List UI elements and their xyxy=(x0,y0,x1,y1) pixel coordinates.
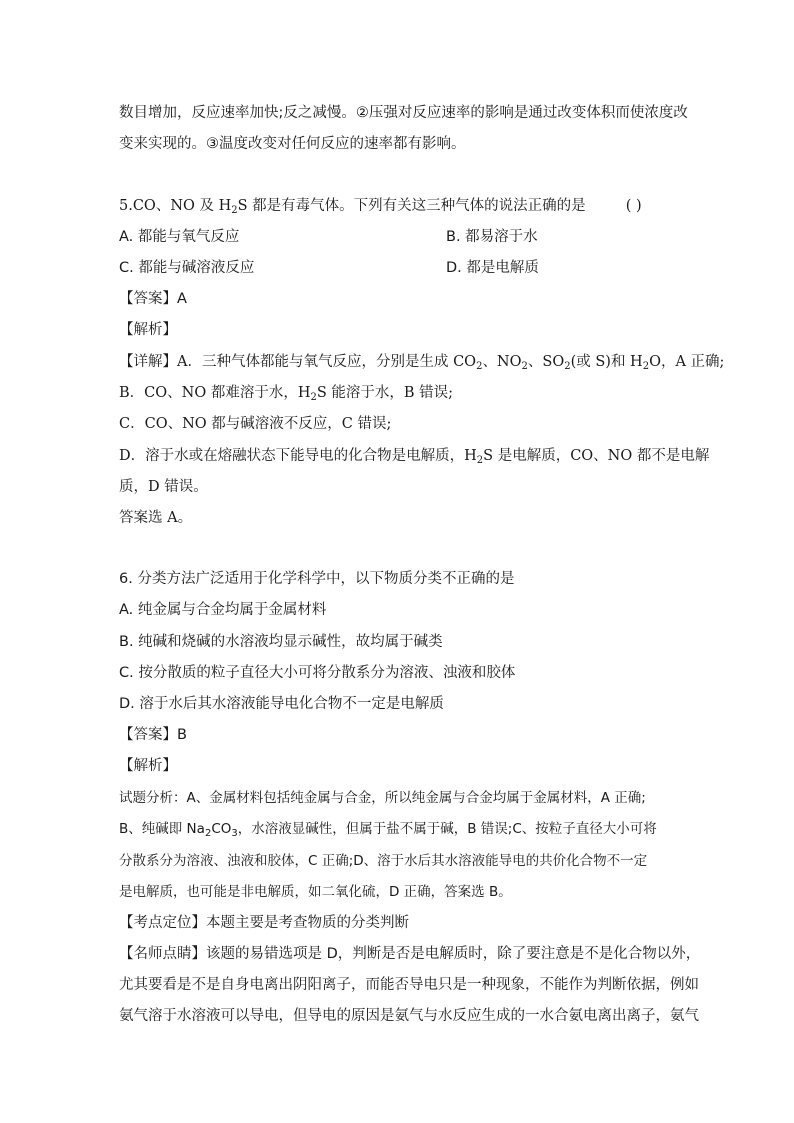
detail-line: D．溶于水或在熔融状态下能导电的化合物是电解质，$H_2S$ 是电解质，CO、NO 都不是电解 xyxy=(119,448,710,466)
option-b: B. 都易溶于水 xyxy=(446,229,538,245)
analysis-line: B、纯碱即 $Na_2CO_3$，水溶液显碱性，但属于盐不属于碱，B 错误;C、按粒子直径大小可将 xyxy=(119,821,657,839)
analysis-line: 分散系分为溶液、浊液和胶体，C 正确;D、溶于水后其水溶液能导电的共价化合物不一定 xyxy=(119,853,648,869)
answer-parentheses: ( ) xyxy=(625,198,642,214)
detail-line: B．CO、NO 都难溶于水，$H_2S$ 能溶于水，B 错误; xyxy=(119,385,454,403)
tip-line: 尤其要看是不是自身电离出阴阳离子，而能否导电只是一种现象，不能作为判断依据，例如 xyxy=(119,977,699,993)
option-b: B. 纯碱和烧碱的水溶液均显示碱性，故均属于碱类 xyxy=(119,634,443,650)
answer-label: 【答案】B xyxy=(119,727,187,743)
detail-line: C．CO、NO 都与碱溶液不反应，C 错误; xyxy=(119,416,392,432)
text-line: 数目增加，反应速率加快;反之减慢。②压强对反应速率的影响是通过改变体积而使浓度改 xyxy=(119,105,688,121)
detail-line: 质，D 错误。 xyxy=(119,479,208,495)
analysis-line: 试题分析：A、金属材料包括纯金属与合金，所以纯金属与合金均属于金属材料，A 正确; xyxy=(119,790,646,806)
tip-line: 【名师点睛】该题的易错选项是 D，判断是否是电解质时，除了要注意是不是化合物以外， xyxy=(119,946,701,962)
tip-line: 氨气溶于水溶液可以导电，但导电的原因是氨气与水反应生成的一水合氨电离出离子，氨气 xyxy=(119,1008,699,1024)
question-6-stem: 6. 分类方法广泛适用于化学科学中，以下物质分类不正确的是 xyxy=(119,571,515,587)
option-a: A. 纯金属与合金均属于金属材料 xyxy=(119,602,327,618)
option-d: D. 都是电解质 xyxy=(446,260,539,276)
key-point-line: 【考点定位】本题主要是考查物质的分类判断 xyxy=(119,915,409,931)
question-5-stem: 5.CO、NO 及 $H_2S$ 都是有毒气体。下列有关这三种气体的说法正确的是 ( ) xyxy=(119,198,642,216)
analysis-line: 是电解质，也可能是非电解质，如二氧化硫，D 正确，答案选 B。 xyxy=(119,884,512,900)
answer-conclusion: 答案选 A。 xyxy=(119,510,193,526)
option-a: A. 都能与氧气反应 xyxy=(119,229,240,245)
option-c: C. 都能与碱溶液反应 xyxy=(119,260,255,276)
answer-label: 【答案】A xyxy=(119,291,187,307)
analysis-label: 【解析】 xyxy=(119,758,177,774)
detail-line: 【详解】A．三种气体都能与氧气反应，分别是生成 $CO_2$、$NO_2$、$SO_2$(或 S)和 $H_2O$，A 正确; xyxy=(119,354,725,372)
analysis-label: 【解析】 xyxy=(119,322,177,338)
text-line: 变来实现的。③温度改变对任何反应的速率都有影响。 xyxy=(119,136,466,152)
option-c: C. 按分散质的粒子直径大小可将分散系分为溶液、浊液和胶体 xyxy=(119,665,516,681)
option-d: D. 溶于水后其水溶液能导电化合物不一定是电解质 xyxy=(119,696,444,712)
